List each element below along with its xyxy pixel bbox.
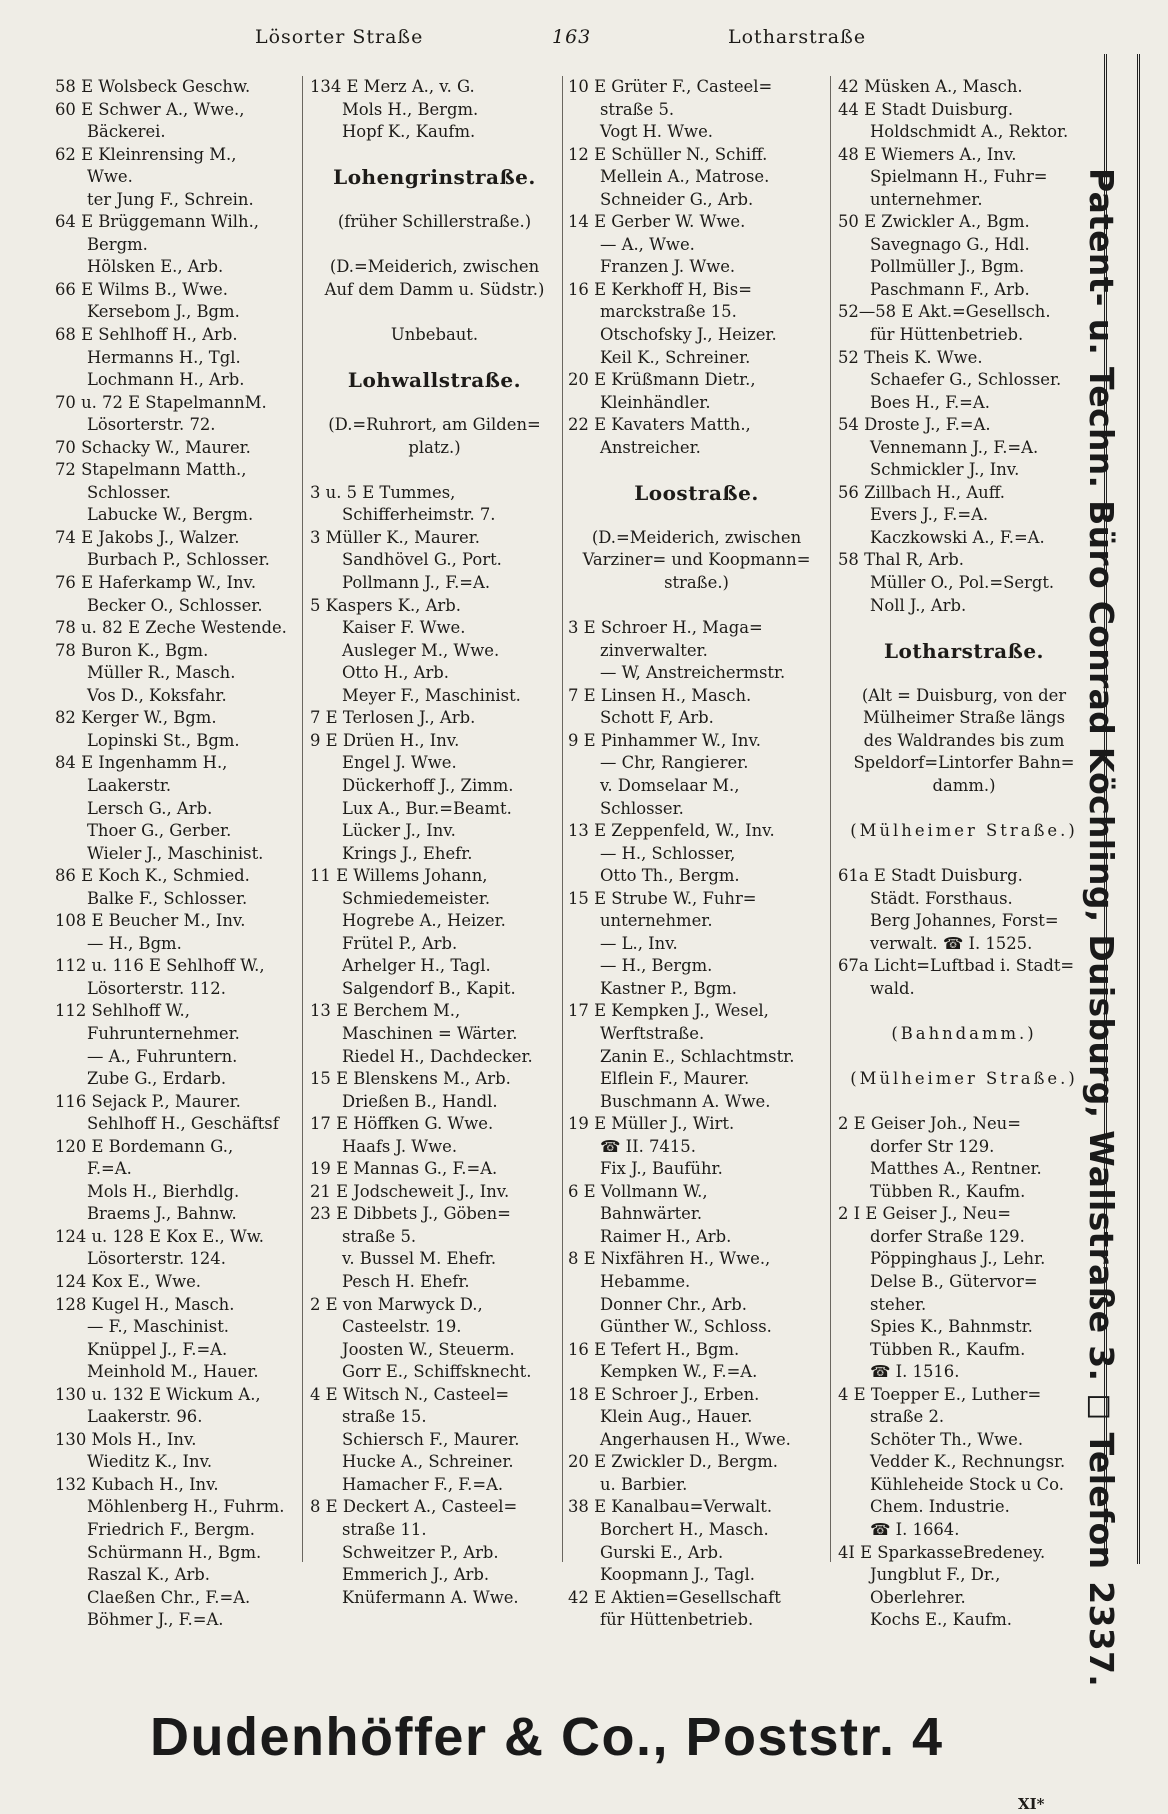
entry-line: 3 E Schroer H., Maga= [568, 618, 763, 638]
entry-line: 52 Theis K. Wwe. [838, 347, 983, 367]
entry-line: 82 Kerger W., Bgm. [55, 708, 217, 728]
entry-line: Evers J., F.=A. [870, 505, 989, 525]
entry-line: 76 E Haferkamp W., Inv. [55, 573, 257, 593]
entry-line: Vos D., Koksfahr. [87, 685, 227, 705]
entry-line: Lux A., Bur.=Beamt. [342, 798, 512, 818]
entry-line: 6 E Vollmann W., [568, 1181, 708, 1201]
entry-line: 60 E Schwer A., Wwe., [55, 99, 245, 119]
entry-line: 64 E Brüggemann Wilh., [55, 212, 260, 232]
entry-line: Kempken W., F.=A. [600, 1362, 758, 1382]
entry-line: 4I E SparkasseBredeney. [838, 1542, 1046, 1562]
entry-line: 9 E Pinhammer W., Inv. [568, 730, 761, 750]
entry-line: (Mülheimer Straße.) [850, 821, 1078, 841]
entry-line: Joosten W., Steuerm. [342, 1339, 515, 1359]
entry-line: Mols H., Bergm. [342, 99, 479, 119]
entry-line: 50 E Zwickler A., Bgm. [838, 212, 1030, 232]
entry-line: Hebamme. [600, 1271, 691, 1291]
entry-line [310, 234, 559, 257]
entry-line: Fuhrunternehmer. [87, 1023, 240, 1043]
entry-line: Engel J. Wwe. [342, 753, 457, 773]
entry-line: Tübben R., Kaufm. [870, 1181, 1026, 1201]
entry-line: Schaefer G., Schlosser. [870, 370, 1062, 390]
entry-line: Kaczkowski A., F.=A. [870, 527, 1045, 547]
entry-line: Dückerhoff J., Zimm. [342, 775, 514, 795]
entry-line: platz.) [408, 437, 461, 457]
entry-line: 10 E Grüter F., Casteel= [568, 77, 773, 96]
entry-line: Sehlhoff H., Geschäftsf [87, 1114, 279, 1134]
entry-line: 15 E Strube W., Fuhr= [568, 888, 757, 908]
entry-line: Klein Aug., Hauer. [600, 1407, 753, 1427]
entry-line: 70 Schacky W., Maurer. [55, 437, 251, 457]
entry-line: Schneider G., Arb. [600, 189, 754, 209]
entry-line: Kühleheide Stock u Co. [870, 1474, 1064, 1494]
entry-line: Berg Johannes, Forst= [870, 911, 1059, 931]
entry-line: 84 E Ingenhamm H., [55, 753, 228, 773]
entry-line: Chem. Industrie. [870, 1497, 1010, 1517]
entry-line [838, 1000, 1090, 1023]
entry-line: Angerhausen H., Wwe. [600, 1429, 791, 1449]
entry-line: v. Bussel M. Ehefr. [342, 1249, 497, 1269]
entry-line: 116 Sejack P., Maurer. [55, 1091, 241, 1111]
entry-line [838, 798, 1090, 821]
entry-line: Otschofsky J., Heizer. [600, 325, 777, 345]
entry-line: 42 Müsken A., Masch. [838, 77, 1023, 96]
entry-line: 4 E Toepper E., Luther= [838, 1384, 1042, 1404]
entry-line: ter Jung F., Schrein. [87, 189, 254, 209]
entry-line: Schifferheimstr. 7. [342, 505, 496, 525]
entry-line: (D.=Meiderich, zwischen [591, 527, 802, 547]
entry-line: Müller O., Pol.=Sergt. [870, 573, 1055, 593]
entry-line: 16 E Kerkhoff H, Bis= [568, 279, 752, 299]
entry-line: Franzen J. Wwe. [600, 257, 736, 277]
column-1 [55, 76, 302, 1630]
entry-line: 130 Mols H., Inv. [55, 1429, 197, 1449]
entry-line: Savegnago G., Hdl. [870, 234, 1030, 254]
entry-line: Emmerich J., Arb. [342, 1565, 490, 1585]
entry-line: 7 E Linsen H., Masch. [568, 685, 752, 705]
entry-line: 8 E Deckert A., Casteel= [310, 1497, 518, 1517]
entry-line: v. Domselaar M., [600, 775, 740, 795]
entry-line: Becker O., Schlosser. [87, 595, 263, 615]
entry-line: Thoer G., Gerber. [87, 821, 232, 841]
entry-line: 128 Kugel H., Masch. [55, 1294, 235, 1314]
entry-line: — F., Maschinist. [87, 1317, 230, 1337]
entry-line: 112 Sehlhoff W., [55, 1001, 190, 1021]
entry-line: 19 E Müller J., Wirt. [568, 1114, 735, 1134]
entry-line: Mellein A., Matrose. [600, 167, 770, 187]
entry-line: 67a Licht=Luftbad i. Stadt= [838, 956, 1075, 976]
entry-line: 134 E Merz A., v. G. [310, 77, 475, 96]
entry-line: Schöter Th., Wwe. [870, 1429, 1024, 1449]
entry-line: 78 Buron K., Bgm. [55, 640, 209, 660]
entry-line: Pollmann J., F.=A. [342, 573, 491, 593]
entry-line: Haafs J. Wwe. [342, 1136, 458, 1156]
entry-line: Knüppel J., F.=A. [87, 1339, 228, 1359]
entry-line: 4 E Witsch N., Casteel= [310, 1384, 510, 1404]
entry-line: Speldorf=Lintorfer Bahn= [853, 753, 1075, 773]
column-4 [838, 76, 1090, 1630]
entry-line [310, 459, 559, 482]
entry-line: Städt. Forsthaus. [870, 888, 1013, 908]
entry-line: 19 E Mannas G., F.=A. [310, 1159, 498, 1179]
street-heading: Lotharstraße. [883, 638, 1045, 663]
entry-line: Fix J., Bauführ. [600, 1159, 723, 1179]
entry-line: Varziner= und Koopmann= [582, 550, 811, 570]
entry-line: Vedder K., Rechnungsr. [870, 1452, 1066, 1472]
entry-line: Braems J., Bahnw. [87, 1204, 237, 1224]
entry-line [838, 843, 1090, 866]
column-2 [310, 76, 559, 1607]
entry-line: 12 E Schüller N., Schiff. [568, 144, 768, 164]
entry-line: Lopinski St., Bgm. [87, 730, 240, 750]
entry-line: — W, Anstreichermstr. [600, 663, 786, 683]
entry-line: 38 E Kanalbau=Verwalt. [568, 1497, 773, 1517]
entry-line: (Bahndamm.) [891, 1023, 1037, 1043]
entry-line: ☎ II. 7415. [600, 1136, 696, 1156]
entry-line: Pollmüller J., Bgm. [870, 257, 1025, 277]
entry-line: straße 5. [342, 1226, 417, 1246]
entry-line: Anstreicher. [600, 437, 701, 457]
entry-line: Schmiedemeister. [342, 888, 491, 908]
entry-line: Spielmann H., Fuhr= [870, 167, 1048, 187]
entry-line [838, 1046, 1090, 1069]
column-divider [302, 76, 303, 1562]
entry-line: Hogrebe A., Heizer. [342, 911, 506, 931]
entry-line: Labucke W., Bergm. [87, 505, 254, 525]
entry-line: Borchert H., Masch. [600, 1520, 769, 1539]
entry-line: unternehmer. [870, 189, 983, 209]
entry-line: Lochmann H., Arb. [87, 370, 245, 390]
page-number: 163 [552, 26, 592, 48]
entry-line: (früher Schillerstraße.) [337, 212, 532, 232]
entry-line: Drießen B., Handl. [342, 1091, 498, 1111]
entry-line: 72 Stapelmann Matth., [55, 460, 247, 480]
entry-line: Matthes A., Rentner. [870, 1159, 1042, 1179]
entry-line: 7 E Terlosen J., Arb. [310, 708, 476, 728]
entry-line: Donner Chr., Arb. [600, 1294, 748, 1314]
entry-line: 16 E Tefert H., Bgm. [568, 1339, 740, 1359]
entry-line [838, 662, 1090, 685]
signature-mark: XI* [1018, 1795, 1045, 1813]
entry-line: Lersch G., Arb. [87, 798, 213, 818]
entry-line: Salgendorf B., Kapit. [342, 978, 516, 998]
entry-line: Riedel H., Dachdecker. [342, 1046, 533, 1066]
entry-line [310, 347, 559, 370]
entry-line: unternehmer. [600, 911, 713, 931]
entry-line [568, 595, 825, 618]
entry-line: Kersebom J., Bgm. [87, 302, 240, 322]
entry-line: Möhlenberg H., Fuhrm. [87, 1497, 285, 1517]
entry-line: 52—58 E Akt.=Gesellsch. [838, 302, 1051, 322]
entry-line: Wieditz K., Inv. [87, 1452, 213, 1472]
entry-line: Müller R., Masch. [87, 663, 236, 683]
entry-line: wald. [870, 978, 915, 998]
entry-line: Noll J., Arb. [870, 595, 967, 615]
entry-line: Burbach P., Schlosser. [87, 550, 270, 570]
entry-line: Pesch H. Ehefr. [342, 1271, 470, 1291]
entry-line: Hucke A., Schreiner. [342, 1452, 514, 1472]
entry-line: Maschinen = Wärter. [342, 1023, 518, 1043]
entry-line: Raimer H., Arb. [600, 1226, 732, 1246]
entry-line: Mülheimer Straße längs [862, 708, 1066, 728]
entry-line: 18 E Schroer J., Erben. [568, 1384, 760, 1404]
entry-line: Lücker J., Inv. [342, 821, 456, 841]
entry-line: Keil K., Schreiner. [600, 347, 751, 367]
entry-line: Casteelstr. 19. [342, 1317, 462, 1337]
column-divider [562, 76, 563, 1562]
entry-line: Laakerstr. [87, 775, 172, 795]
entry-line: 78 u. 82 E Zeche Westende. [55, 618, 287, 638]
entry-line: Kleinhändler. [600, 392, 711, 412]
entry-line: Schweitzer P., Arb. [342, 1542, 499, 1562]
entry-line: straße 2. [870, 1407, 945, 1427]
entry-line: (D.=Meiderich, zwischen [329, 257, 540, 277]
entry-line: 3 u. 5 E Tummes, [310, 482, 456, 502]
entry-line: (Mülheimer Straße.) [850, 1069, 1078, 1089]
entry-line: Ausleger M., Wwe. [342, 640, 500, 660]
entry-line: zinverwalter. [600, 640, 708, 660]
entry-line: 61a E Stadt Duisburg. [838, 866, 1023, 886]
entry-line: 5 Kaspers K., Arb. [310, 595, 461, 615]
entry-line: 44 E Stadt Duisburg. [838, 99, 1014, 119]
entry-line: 13 E Berchem M., [310, 1001, 461, 1021]
entry-line: Arhelger H., Tagl. [342, 956, 491, 976]
entry-line: Zanin E., Schlachtmstr. [600, 1046, 795, 1066]
entry-line: 20 E Krüßmann Dietr., [568, 370, 756, 390]
entry-line [568, 459, 825, 482]
entry-line: 9 E Drüen H., Inv. [310, 730, 460, 750]
entry-line [568, 504, 825, 527]
entry-line: Kaiser F. Wwe. [342, 618, 466, 638]
entry-line [838, 617, 1090, 640]
footer-advertisement: Dudenhöffer & Co., Poststr. 4 [150, 1707, 944, 1767]
entry-line: Oberlehrer. [870, 1587, 966, 1607]
entry-line: Friedrich F., Bergm. [87, 1520, 255, 1539]
entry-line: 2 I E Geiser J., Neu= [838, 1204, 1011, 1224]
entry-line: dorfer Str 129. [870, 1136, 995, 1156]
entry-line: Laakerstr. 96. [87, 1407, 203, 1427]
entry-line: — A., Fuhruntern. [87, 1046, 238, 1066]
entry-line: F.=A. [87, 1159, 132, 1179]
entry-line: straße 15. [342, 1407, 427, 1427]
entry-line: Gorr E., Schiffsknecht. [342, 1362, 532, 1382]
entry-line: 66 E Wilms B., Wwe. [55, 279, 228, 299]
entry-line: Frütel P., Arb. [342, 933, 458, 953]
entry-line: des Waldrandes bis zum [863, 730, 1065, 750]
entry-line: Balke F., Schlosser. [87, 888, 248, 908]
entry-line [838, 1091, 1090, 1114]
entry-line: 23 E Dibbets J., Göben= [310, 1204, 511, 1224]
entry-line: Günther W., Schloss. [600, 1317, 772, 1337]
entry-line: 70 u. 72 E StapelmannM. [55, 392, 267, 412]
entry-line: (D.=Ruhrort, am Gilden= [328, 415, 541, 435]
entry-line: Bergm. [87, 234, 148, 254]
entry-line: 86 E Koch K., Schmied. [55, 866, 250, 886]
street-heading: Lohwallstraße. [347, 368, 522, 393]
entry-line: Unbebaut. [390, 325, 479, 345]
entry-line: — Chr, Rangierer. [600, 753, 749, 773]
entry-line [310, 189, 559, 212]
entry-line: steher. [870, 1294, 927, 1314]
entry-line: (Alt = Duisburg, von der [861, 685, 1067, 705]
entry-line [310, 301, 559, 324]
entry-line: 8 E Nixfähren H., Wwe., [568, 1249, 771, 1269]
entry-line: 68 E Sehlhoff H., Arb. [55, 325, 238, 345]
entry-line: 48 E Wiemers A., Inv. [838, 144, 1017, 164]
entry-line: Jungblut F., Dr., [870, 1565, 1001, 1585]
entry-line: straße 5. [600, 99, 675, 119]
street-heading: Lohengrinstraße. [333, 165, 536, 190]
entry-line [310, 392, 559, 415]
entry-line: Sandhövel G., Port. [342, 550, 502, 570]
entry-line: Schlosser. [600, 798, 684, 818]
entry-line: Boes H., F.=A. [870, 392, 990, 412]
entry-line: Otto Th., Bergm. [600, 866, 740, 886]
entry-line: Claeßen Chr., F.=A. [87, 1587, 251, 1607]
entry-line: 112 u. 116 E Sehlhoff W., [55, 956, 265, 976]
entry-line: — H., Bgm. [87, 933, 182, 953]
entry-line: 13 E Zeppenfeld, W., Inv. [568, 821, 775, 841]
entry-line: Bahnwärter. [600, 1204, 703, 1224]
sidebar-advertisement: Patent- u. Techn. Büro Conrad Köchling, Duisburg, Wallstraße 3. ◻ Telefon 2337. [1082, 168, 1121, 1688]
entry-line: Spies K., Bahnmstr. [870, 1317, 1033, 1337]
entry-line: Hopf K., Kaufm. [342, 122, 476, 142]
entry-line: Hamacher F., F.=A. [342, 1474, 504, 1494]
entry-line: 14 E Gerber W. Wwe. [568, 212, 746, 232]
entry-line: Meyer F., Maschinist. [342, 685, 521, 705]
entry-line: Kochs E., Kaufm. [870, 1610, 1013, 1630]
entry-line: Pöppinghaus J., Lehr. [870, 1249, 1046, 1269]
entry-line: 17 E Höffken G. Wwe. [310, 1114, 494, 1134]
entry-line: Wieler J., Maschinist. [87, 843, 264, 863]
entry-line: Hermanns H., Tgl. [87, 347, 241, 367]
entry-line: dorfer Straße 129. [870, 1226, 1025, 1246]
entry-line: 2 E Geiser Joh., Neu= [838, 1114, 1021, 1134]
entry-line: Werftstraße. [600, 1023, 705, 1043]
entry-line: Holdschmidt A., Rektor. [870, 122, 1069, 142]
entry-line: damm.) [932, 775, 996, 795]
entry-line: Buschmann A. Wwe. [600, 1091, 771, 1111]
entry-line: — L., Inv. [600, 933, 678, 953]
entry-line: 56 Zillbach H., Auff. [838, 482, 1005, 502]
entry-line: Vennemann J., F.=A. [870, 437, 1039, 457]
entry-line: Wwe. [87, 167, 133, 187]
header-right-street: Lotharstraße [728, 26, 867, 48]
entry-line: 120 E Bordemann G., [55, 1136, 234, 1156]
entry-line: Lösorterstr. 124. [87, 1249, 226, 1269]
entry-line: 2 E von Marwyck D., [310, 1294, 483, 1314]
entry-line: Mols H., Bierhdlg. [87, 1181, 240, 1201]
entry-line: Lösorterstr. 72. [87, 415, 216, 435]
entry-line: Böhmer J., F.=A. [87, 1610, 224, 1630]
entry-line: marckstraße 15. [600, 302, 737, 322]
entry-line: Kastner P., Bgm. [600, 978, 737, 998]
entry-line: straße 11. [342, 1520, 427, 1539]
entry-line [310, 144, 559, 167]
entry-line: Schott F, Arb. [600, 708, 714, 728]
entry-line: Raszal K., Arb. [87, 1565, 211, 1585]
entry-line: 11 E Willems Johann, [310, 866, 488, 886]
column-3 [568, 76, 825, 1630]
entry-line: 58 E Wolsbeck Geschw. [55, 77, 251, 96]
entry-line: Delse B., Gütervor= [870, 1271, 1038, 1291]
entry-line: Bäckerei. [87, 122, 166, 142]
entry-line: Auf dem Damm u. Südstr.) [324, 279, 545, 299]
entry-line: 20 E Zwickler D., Bergm. [568, 1452, 779, 1472]
entry-line: Knüfermann A. Wwe. [342, 1587, 519, 1607]
entry-line: Koopmann J., Tagl. [600, 1565, 755, 1585]
entry-line: verwalt. ☎ I. 1525. [870, 933, 1033, 953]
entry-line: Gurski E., Arb. [600, 1542, 724, 1562]
entry-line: 130 u. 132 E Wickum A., [55, 1384, 261, 1404]
entry-line: 17 E Kempken J., Wesel, [568, 1001, 769, 1021]
entry-line: Hölsken E., Arb. [87, 257, 224, 277]
entry-line: 15 E Blenskens M., Arb. [310, 1069, 511, 1089]
entry-line: 3 Müller K., Maurer. [310, 527, 480, 547]
entry-line: Tübben R., Kaufm. [870, 1339, 1026, 1359]
entry-line: ☎ I. 1664. [870, 1520, 960, 1539]
entry-line: Schürmann H., Bgm. [87, 1542, 262, 1562]
street-heading: Loostraße. [634, 480, 759, 505]
entry-line: 54 Droste J., F.=A. [838, 415, 991, 435]
entry-line: 58 Thal R, Arb. [838, 550, 964, 570]
entry-line: 132 Kubach H., Inv. [55, 1474, 219, 1494]
entry-line: 74 E Jakobs J., Walzer. [55, 527, 240, 547]
entry-line: ☎ I. 1516. [870, 1362, 960, 1382]
entry-line: 124 u. 128 E Kox E., Ww. [55, 1226, 265, 1246]
entry-line: 108 E Beucher M., Inv. [55, 911, 246, 931]
entry-line: 124 Kox E., Wwe. [55, 1271, 202, 1291]
entry-line: 42 E Aktien=Gesellschaft [568, 1587, 781, 1607]
column-divider [830, 76, 831, 1562]
entry-line: für Hüttenbetrieb. [600, 1610, 754, 1630]
entry-line: Krings J., Ehefr. [342, 843, 473, 863]
entry-line: 22 E Kavaters Matth., [568, 415, 751, 435]
entry-line: Elflein F., Maurer. [600, 1069, 750, 1089]
entry-line: straße.) [664, 573, 729, 593]
entry-line: Lösorterstr. 112. [87, 978, 226, 998]
entry-line: u. Barbier. [600, 1474, 688, 1494]
entry-line: 21 E Jodscheweit J., Inv. [310, 1181, 510, 1201]
entry-line: Paschmann F., Arb. [870, 279, 1030, 299]
entry-line: für Hüttenbetrieb. [870, 325, 1024, 345]
entry-line: — A., Wwe. [600, 234, 695, 254]
entry-line: Zube G., Erdarb. [87, 1069, 227, 1089]
header-left-street: Lösorter Straße [255, 26, 424, 48]
entry-line: Schlosser. [87, 482, 171, 502]
entry-line: — H., Schlosser, [600, 843, 736, 863]
entry-line: Otto H., Arb. [342, 663, 449, 683]
entry-line: — H., Bergm. [600, 956, 713, 976]
entry-line: Meinhold M., Hauer. [87, 1362, 259, 1382]
entry-line: Schiersch F., Maurer. [342, 1429, 520, 1449]
entry-line: Vogt H. Wwe. [600, 122, 713, 142]
entry-line: Schmickler J., Inv. [870, 460, 1020, 480]
entry-line: 62 E Kleinrensing M., [55, 144, 237, 164]
